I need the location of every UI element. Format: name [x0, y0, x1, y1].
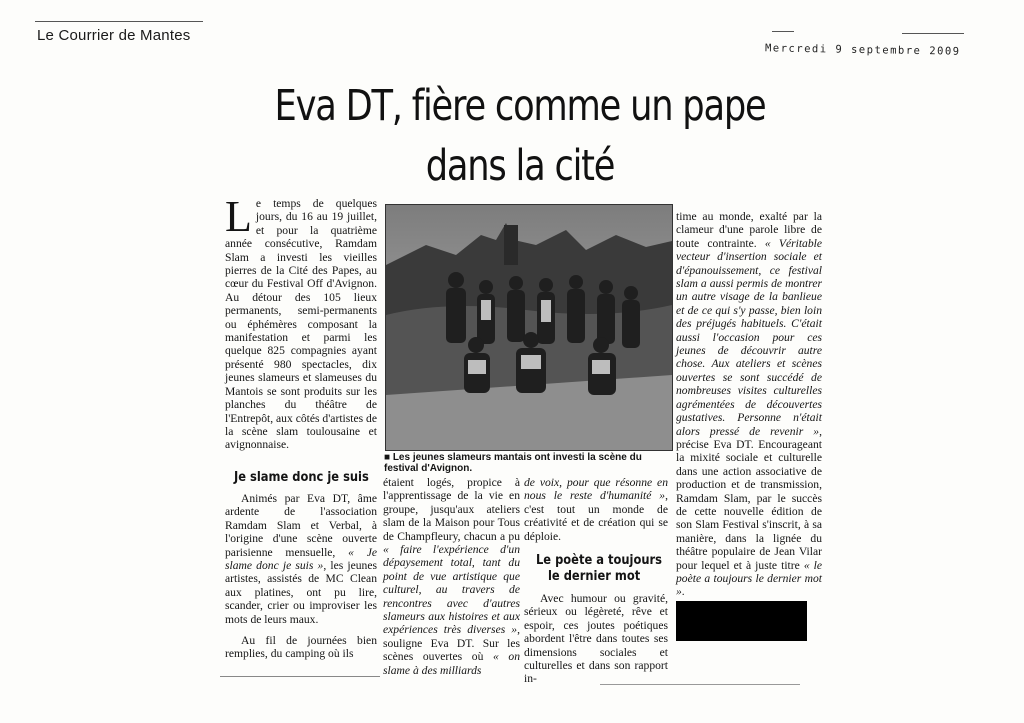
column-1-body	[225, 492, 377, 661]
group-photo-image	[386, 205, 672, 450]
column-3-body	[524, 592, 668, 686]
date-rule	[902, 33, 964, 34]
intro-text: e temps de quelques jours, du 16 au 19 juillet, et pour la quatrième année consécutive, Ramdam Slam a investi les vieilles pierres de la Cité des Papes, au cœur du Festival Off d'Avignon. Au détour des 105 lieux permanents, semi-permanents ou éphémères composant la manifestation et parmi les quelque 825 compagnies ayant présenté 980 spectacles, dix jeunes slameurs et slameuses du Mantois se sont produits sur les planches du théâtre de l'Entrepôt, aux côtés d'artistes de la scène slam toulousaine et avignonnaise.	[225, 197, 377, 452]
date-rule-short	[772, 31, 794, 32]
headline-line-2: dans la cité	[425, 141, 615, 191]
group-photo	[385, 204, 673, 451]
column-4-body	[676, 210, 822, 599]
headline-line-1: Eva DT, fière comme un pape	[274, 81, 766, 131]
paragraph-monde: time au monde, exalté par la clameur d'une parole libre de toute contrainte. « Véritable vecteur d'insertion sociale et d'épanouissement, ce festival slam a aussi permis de montrer un autre visage de la banlieue et de ce qui s'y passe, bien loin des préjugés habituels. C'était aussi l'occasion pour ces jeunes de découvrir autre chose. Aux ateliers et scènes ouvertes se sont succédé de nombreuses visites culturelles agrémentées de découvertes gustatives. Personne n'était alors pressé de revenir », précise Eva DT. Encourageant la mixité sociale et culturelle dans une action associative de production et de transmission, Ramdam Slam, par le succès de cette nouvelle édition de son Slam Festival s'inscrit, à sa manière, dans la lignée du théâtre populaire de Jean Vilar pour lequel et à juste titre « le poète a toujours le dernier mot ».	[676, 210, 823, 599]
redacted-signature	[676, 601, 807, 641]
masthead-rule	[35, 21, 203, 22]
column-3-top	[524, 476, 668, 543]
footer-rule-left	[220, 676, 380, 677]
photo-caption: ■ Les jeunes slameurs mantais ont investi la scène du festival d'Avignon.	[384, 452, 642, 474]
paragraph-anime: Animés par Eva DT, âme ardente de l'association Ramdam Slam et Verbal, à l'origine d'une scène ouverte parisienne mensuelle, « Je slame donc je suis », les jeunes artistes, assistés de MC Clean aux platines, ont pu lire, scander, crier ou improviser les mots de leurs maux.	[225, 492, 377, 626]
masthead: Le Courrier de Mantes	[37, 27, 191, 44]
subhead-poete-line-1: Le poète a toujours	[536, 552, 662, 568]
intro-paragraph	[225, 192, 377, 452]
issue-date: Mercredi 9 septembre 2009	[764, 42, 961, 58]
footer-rule-right	[600, 684, 800, 685]
paragraph-voix: de voix, pour que résonne en nous le reste d'humanité », c'est tout un monde de créativité et de création qui se déploie.	[524, 476, 668, 543]
subhead-poete-line-2: le dernier mot	[548, 568, 641, 584]
paragraph-journees: Au fil de journées bien remplies, du camping où ils	[225, 634, 377, 661]
paragraph-loges: étaient logés, propice à l'apprentissage de la vie en groupe, jusqu'aux ateliers slam de la Maison pour Tous de Champfleury, chacun a pu « faire l'expérience d'un dépaysement total, tant du point de vue artistique que culturel, au travers de rencontres avec d'autres slameurs aux histoires et aux expériences très diverses », souligne Eva DT. Sur les scènes ouvertes où « on slame à des milliards	[383, 476, 520, 677]
subhead-je-slame: Je slame donc je suis	[234, 469, 369, 485]
drop-cap: L	[225, 192, 252, 241]
column-2-body	[383, 476, 520, 677]
paragraph-humour: Avec humour ou gravité, sérieux ou légèreté, rêve et espoir, ces joutes poétiques abordent l'être dans toutes ses dimensions sociales et culturelles et dans son rapport in-	[524, 592, 668, 686]
